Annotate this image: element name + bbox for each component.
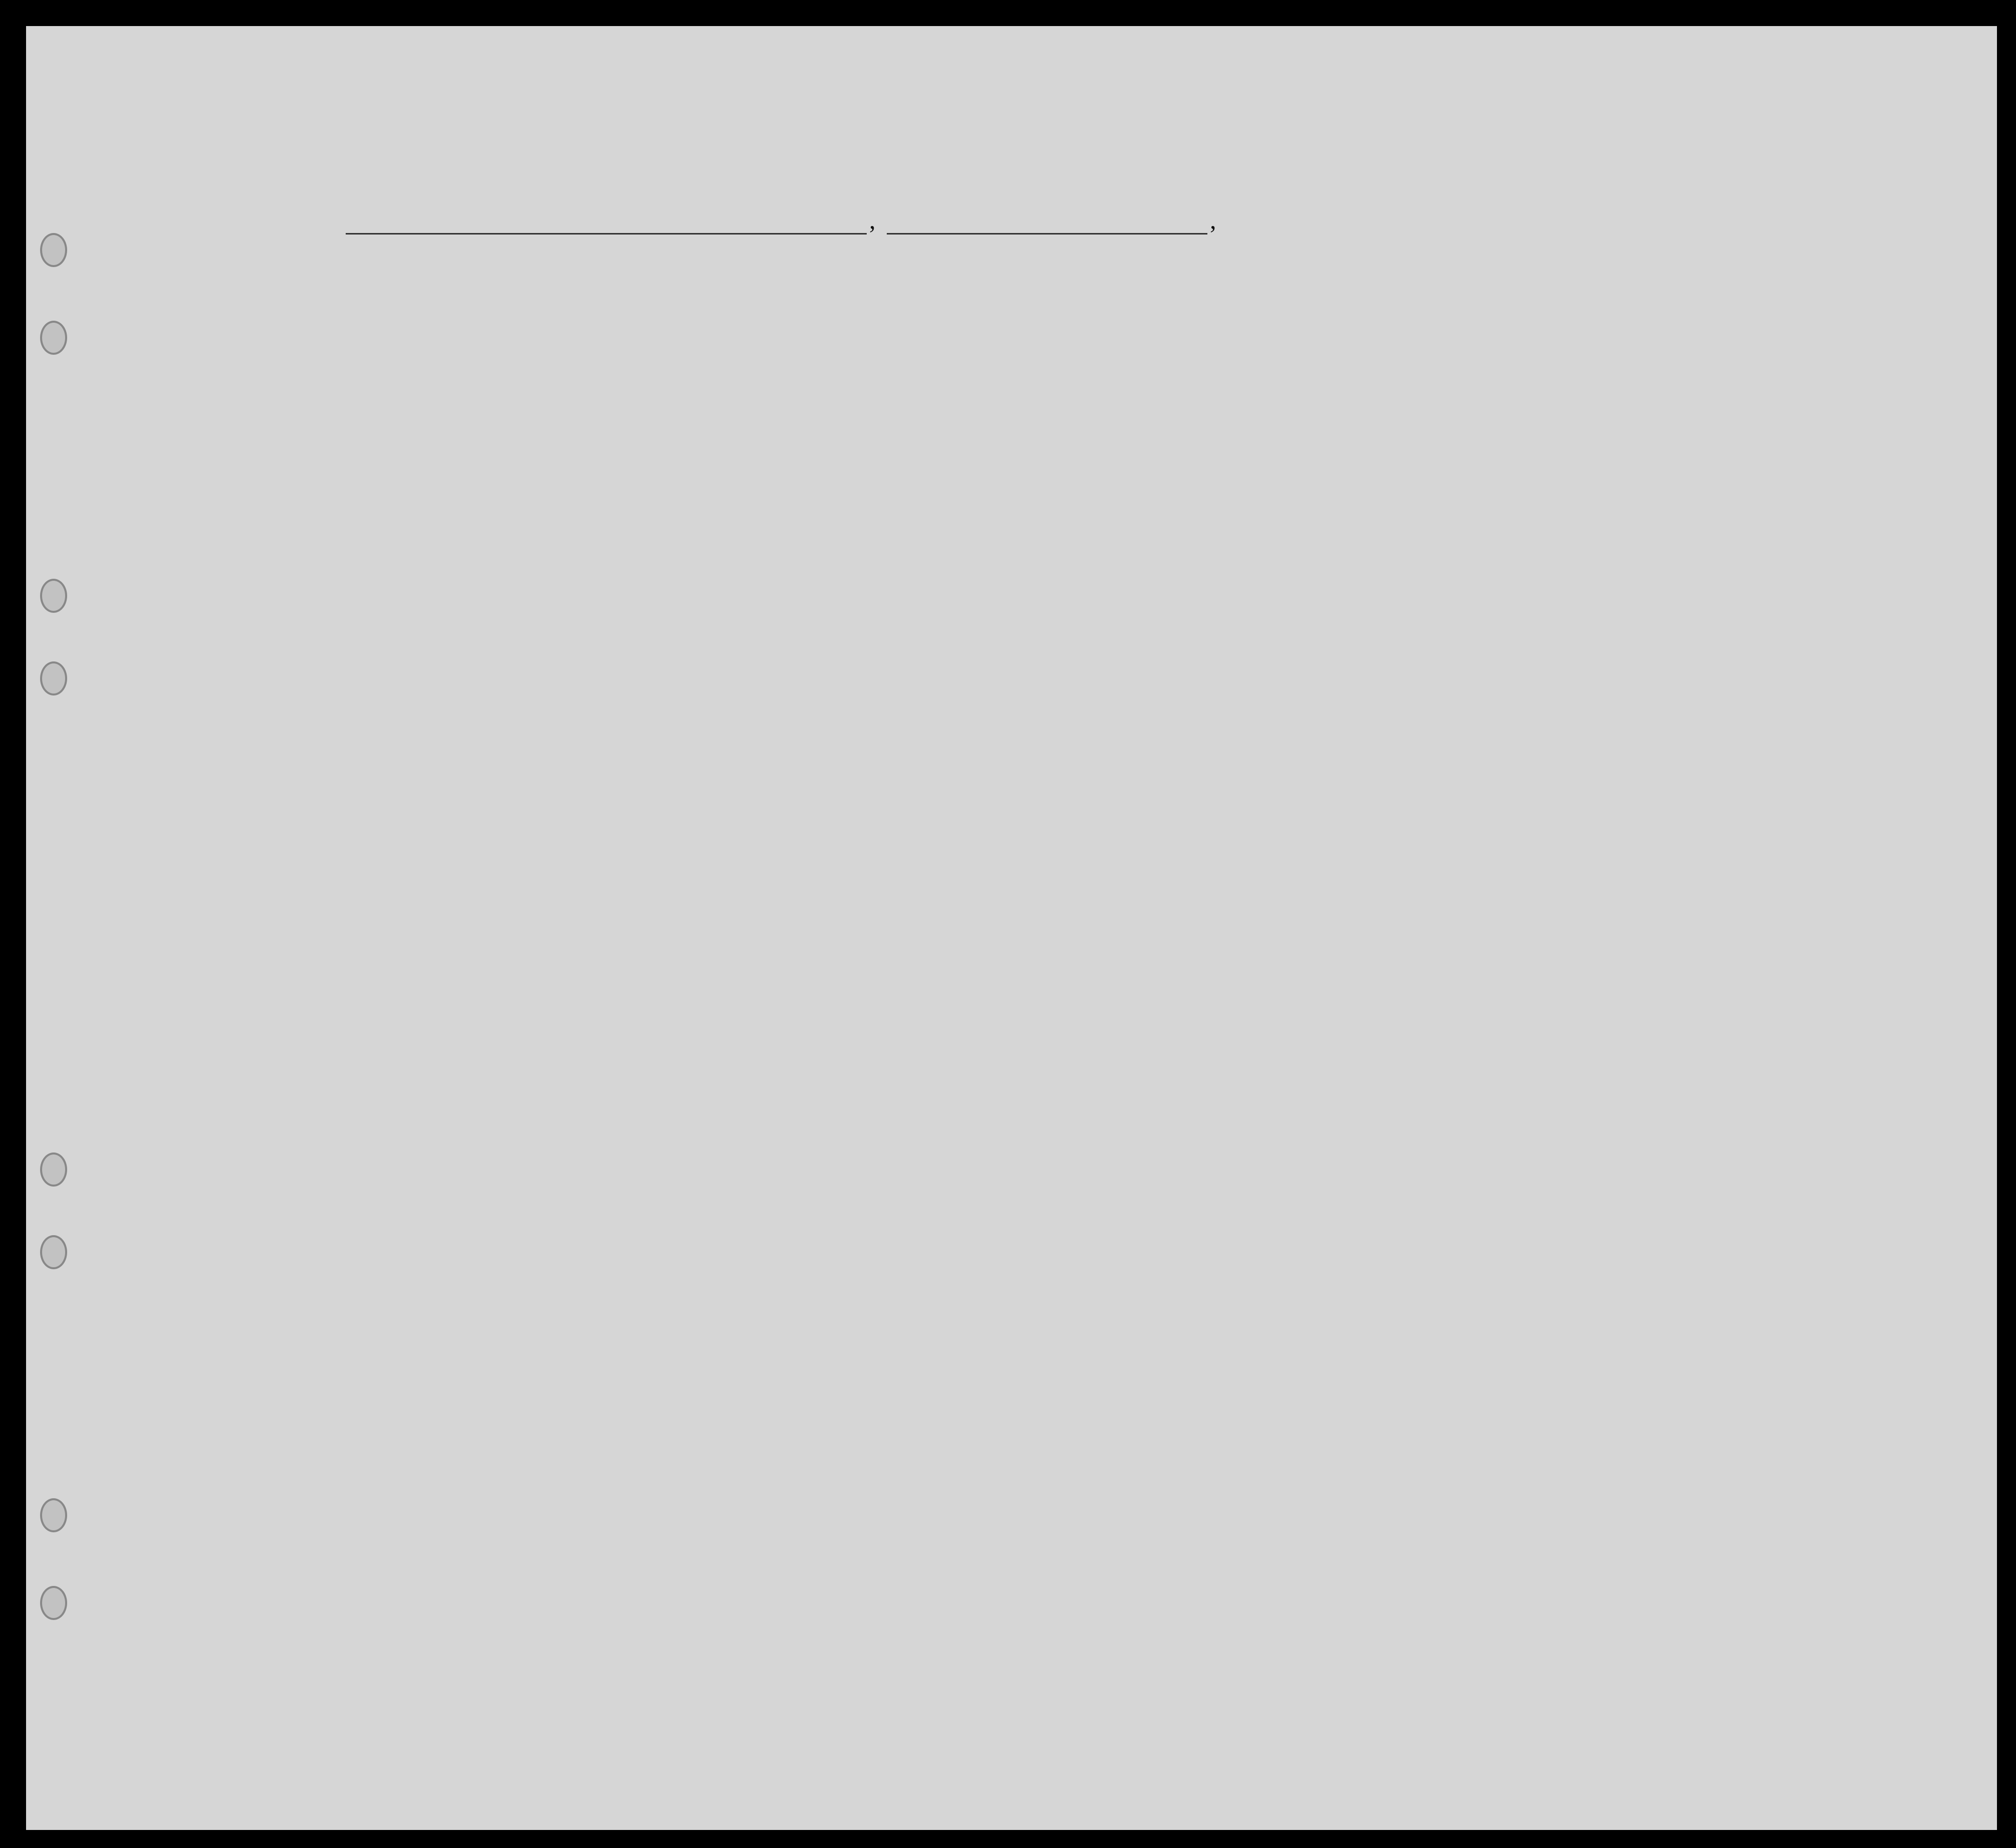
comma-2: , — [1210, 206, 1216, 234]
punch-hole — [40, 1586, 67, 1620]
punch-hole — [40, 233, 67, 267]
comma-1: , — [869, 206, 876, 234]
punch-hole — [40, 1152, 67, 1187]
punch-hole — [40, 321, 67, 355]
punch-hole — [40, 1235, 67, 1269]
punch-hole — [40, 661, 67, 696]
punch-hole — [40, 1498, 67, 1532]
punch-hole — [40, 579, 67, 613]
